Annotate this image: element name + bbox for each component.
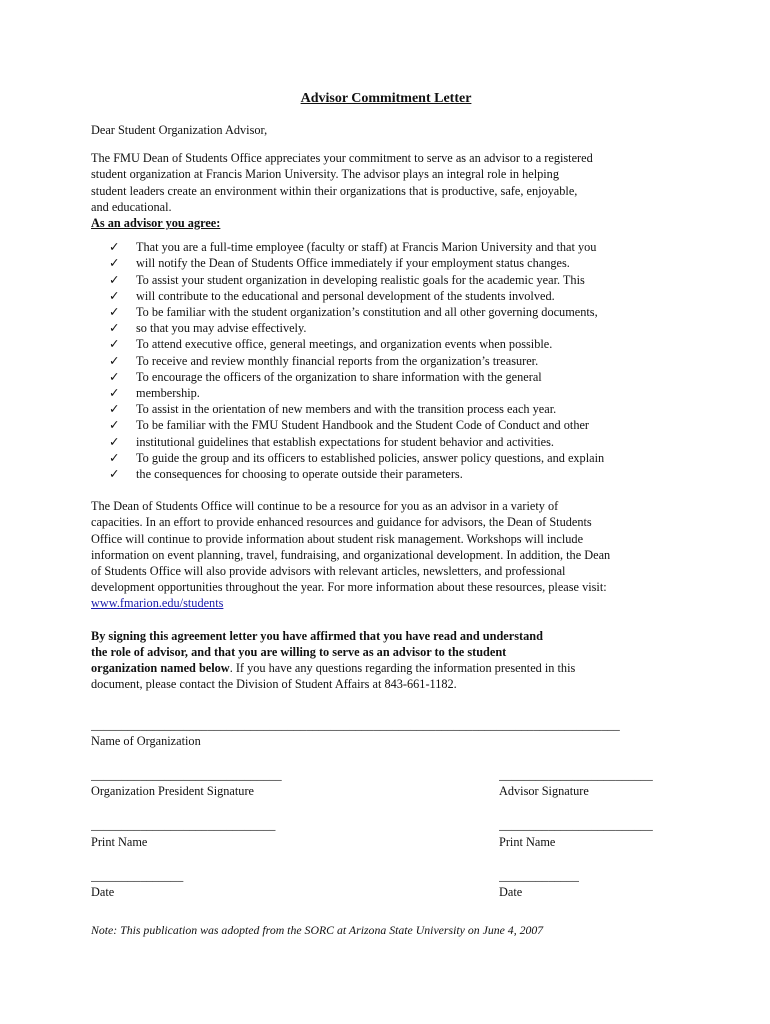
checkmark-icon: ✓ [109,272,120,287]
advisor-signature-field[interactable] [499,767,681,799]
date-left-label: Date [91,884,115,899]
checklist-item-text: the consequences for choosing to operate outside their parameters. [136,467,463,482]
checklist-item [109,401,681,417]
date-row [91,868,681,900]
intro-line: student leaders create an environment within their organizations that is productive, safe, enjoyable, [91,183,578,198]
checklist-item-text: To receive and review monthly financial reports from the organization’s treasurer. [136,353,539,368]
resources-line: capacities. In an effort to provide enhanced resources and guidance for advisors, the Dean of Students [91,515,592,530]
letter-body [91,90,681,938]
president-signature-label: Organization President Signature [91,784,255,799]
intro-line: The FMU Dean of Students Office appreciates your commitment to serve as an advisor to a registered [91,151,593,166]
date-right-label: Date [499,884,523,899]
signing-paragraph [91,628,681,693]
signing-last-line: document, please contact the Division of Student Affairs at 843-661-1182. [91,677,457,692]
checklist-item-text: To assist in the orientation of new members and with the transition process each year. [136,402,557,417]
checklist-item-text: To attend executive office, general meetings, and organization events when possible. [136,337,553,352]
commitment-checklist [109,239,681,482]
print-name-left-label: Print Name [91,834,148,849]
date-left-field[interactable] [91,868,391,900]
print-name-right-label: Print Name [499,834,556,849]
print-name-left-field[interactable] [91,817,391,849]
checkmark-icon: ✓ [109,305,120,320]
signing-bold-inline: organization named below [91,661,230,676]
resources-line: development opportunities throughout the year. For more information about these resources, please visit: [91,580,607,595]
checkmark-icon: ✓ [109,402,120,417]
organization-name-label: Name of Organization [91,733,201,748]
checklist-item-text: so that you may advise effectively. [136,321,307,336]
date-right-field[interactable] [499,868,681,900]
checklist-item [109,320,681,336]
advisor-signature-line: _________________________ [499,767,653,782]
checkmark-icon: ✓ [109,321,120,336]
resources-line: The Dean of Students Office will continue to be a resource for you as an advisor in a variety of [91,499,559,514]
president-signature-field[interactable] [91,767,391,799]
checklist-item-text: To be familiar with the student organization’s constitution and all other governing documents, [136,305,598,320]
students-link[interactable]: www.fmarion.edu/students [91,596,224,611]
signature-row [91,767,681,799]
checkmark-icon: ✓ [109,386,120,401]
checkmark-icon: ✓ [109,256,120,271]
intro-line: student organization at Francis Marion University. The advisor plays an integral role in helping [91,167,559,182]
checklist-item [109,450,681,466]
checkmark-icon: ✓ [109,240,120,255]
date-right-line: _____________ [499,868,579,883]
checklist-item-text: To encourage the officers of the organization to share information with the general [136,369,542,384]
organization-signature-line: ______________________________________________________________________________________ [91,717,620,732]
checkmark-icon: ✓ [109,450,120,465]
resources-paragraph [91,498,681,611]
checkmark-icon: ✓ [109,369,120,384]
checkmark-icon: ✓ [109,418,120,433]
checklist-item [109,369,681,385]
print-name-right-field[interactable] [499,817,681,849]
checkmark-icon: ✓ [109,337,120,352]
checklist-item [109,385,681,401]
checklist-item [109,336,681,352]
checklist-item [109,304,681,320]
print-name-row [91,817,681,849]
salutation: Dear Student Organization Advisor, [91,123,268,137]
checklist-item [109,353,681,369]
signing-bold-line: the role of advisor, and that you are willing to serve as an advisor to the student [91,644,507,659]
publication-note: Note: This publication was adopted from the SORC at Arizona State University on June 4, 2007 [91,923,544,938]
resources-line: information on event planning, travel, fundraising, and organizational development. In addition, the Dean [91,547,611,562]
checkmark-icon: ✓ [109,288,120,303]
checklist-item-text: That you are a full-time employee (faculty or staff) at Francis Marion University and that you [136,240,597,255]
checklist-item [109,272,681,288]
checklist-item [109,255,681,271]
checklist-item-text: institutional guidelines that establish expectations for student behavior and activities. [136,434,554,449]
checklist-item-text: To guide the group and its officers to established policies, answer policy questions, and explain [136,450,605,465]
checkmark-icon: ✓ [109,467,120,482]
checkmark-icon: ✓ [109,353,120,368]
checklist-item-text: membership. [136,386,200,401]
intro-line: and educational. [91,199,172,214]
checklist-item-text: To be familiar with the FMU Student Handbook and the Student Code of Conduct and other [136,418,590,433]
checklist-item [109,417,681,433]
checklist-item-text: will contribute to the educational and personal development of the students involved. [136,288,555,303]
president-signature-line: _______________________________ [91,767,282,782]
signing-bold-line: By signing this agreement letter you have affirmed that you have read and understand [91,628,543,643]
intro-paragraph [91,150,681,215]
checkmark-icon: ✓ [109,434,120,449]
advisor-signature-label: Advisor Signature [499,784,589,799]
resources-line: of Students Office will also provide advisors with relevant articles, newsletters, and professional [91,564,566,579]
letter-title: Advisor Commitment Letter [300,91,472,106]
checklist-item [109,239,681,255]
organization-name-field[interactable] [91,717,681,749]
checklist-item-text: will notify the Dean of Students Office immediately if your employment status changes. [136,256,570,271]
date-left-line: _______________ [91,868,184,883]
print-name-right-line: _________________________ [499,818,653,833]
checklist-item-text: To assist your student organization in developing realistic goals for the academic year. This [136,272,585,287]
print-name-left-line: ______________________________ [91,818,276,833]
resources-line: Office will continue to provide information about student risk management. Workshops will include [91,531,584,546]
checklist-item [109,288,681,304]
checklist-item [109,434,681,450]
signing-rest-inline: . If you have any questions regarding the information presented in this [229,661,576,676]
checklist-item [109,466,681,482]
agree-heading: As an advisor you agree: [91,216,221,231]
